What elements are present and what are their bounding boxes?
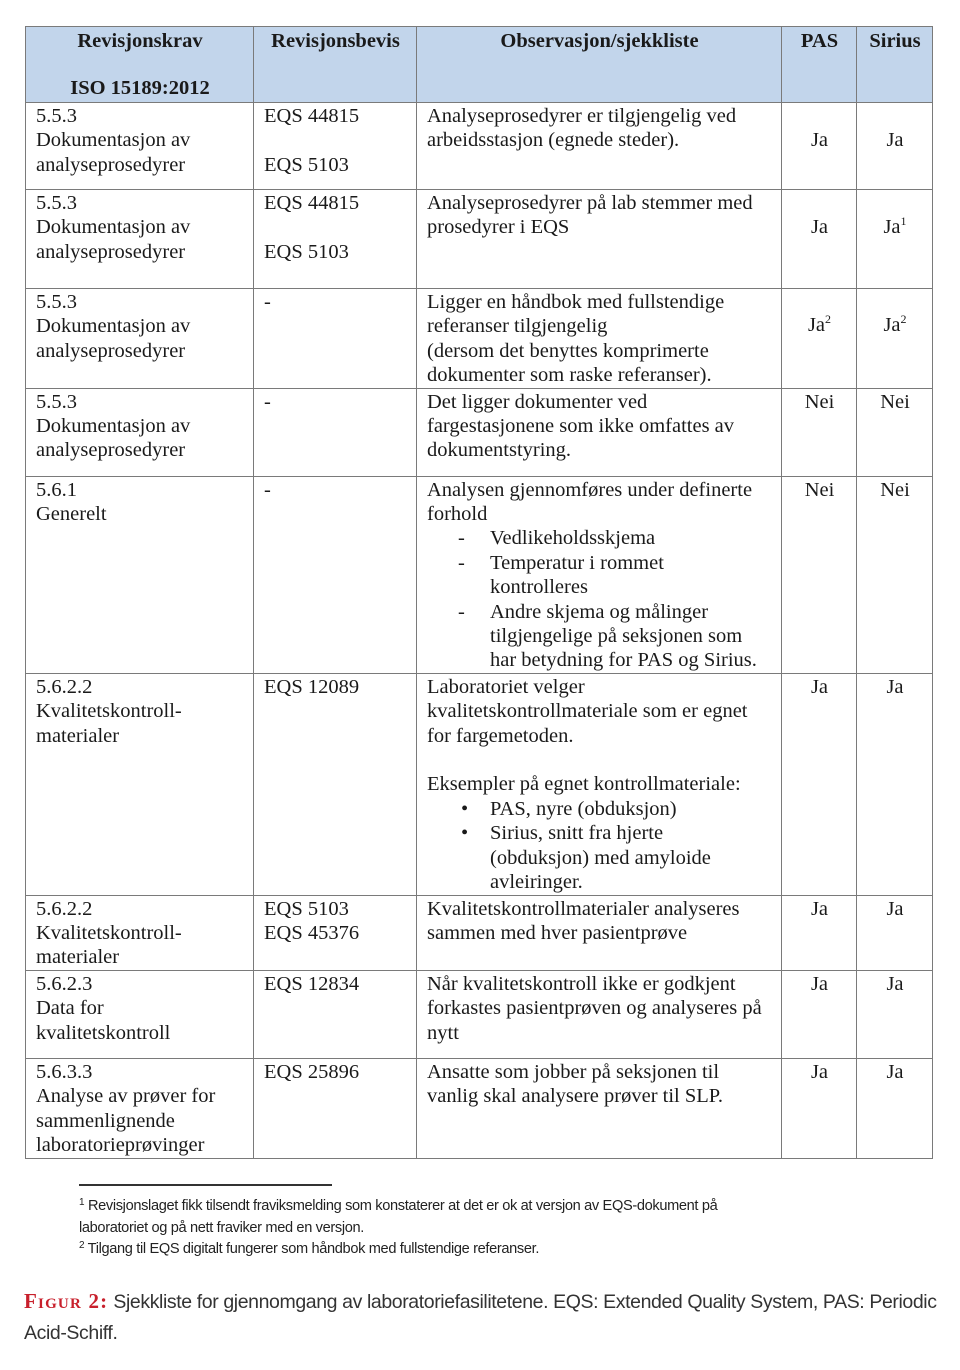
- evidence-doc: -: [264, 478, 271, 501]
- observation-cell: [417, 388, 782, 476]
- table-header-row: [26, 27, 933, 103]
- requirement-cell: [26, 289, 254, 389]
- evidence-cell: [254, 970, 417, 1058]
- result-value: Ja: [886, 675, 904, 698]
- list-item-text: (obduksjon) med amyloide: [490, 846, 711, 869]
- list-item-text: kontrolleres: [490, 576, 588, 599]
- result-value: Ja: [810, 675, 829, 698]
- requirement-code: 5.5.3: [36, 105, 77, 127]
- requirement-title: Dokumentasjon av: [36, 216, 191, 239]
- observation-text: (dersom det benyttes komprimerte: [427, 339, 709, 362]
- observation-text: Analyseprosedyrer på lab stemmer med: [427, 192, 753, 214]
- pas-result-cell: [782, 476, 857, 673]
- observation-cell: [417, 476, 782, 673]
- result-value: Nei: [804, 478, 835, 501]
- result-value: Ja: [810, 1060, 829, 1083]
- requirement-code: 5.6.1: [36, 478, 77, 501]
- requirement-title: Analyse av prøver for: [36, 1085, 216, 1108]
- evidence-doc: -: [264, 291, 271, 313]
- pas-result-cell: [782, 103, 857, 190]
- footnotes: [79, 1196, 859, 1261]
- observation-list-item: [427, 797, 772, 821]
- sirius-result-cell: [857, 289, 933, 389]
- list-item-text: har betydning for PAS og Sirius.: [490, 649, 757, 672]
- list-item-text: • PAS, nyre (obduksjon): [490, 797, 677, 820]
- observation-cell: [417, 103, 782, 190]
- observation-cell: [417, 895, 782, 970]
- observation-cell: [417, 190, 782, 289]
- observation-text: sammen med hver pasientprøve: [427, 921, 688, 944]
- evidence-cell: [254, 673, 417, 895]
- requirement-code: 5.5.3: [36, 192, 77, 214]
- sirius-result-cell: [857, 673, 933, 895]
- sirius-result-cell: [857, 190, 933, 289]
- list-item-text: - Temperatur i rommet: [490, 551, 664, 574]
- requirement-title: Kvalitetskontroll-: [36, 921, 182, 944]
- table-row: [26, 895, 933, 970]
- evidence-doc: -: [264, 390, 271, 413]
- footnote-separator: [79, 1184, 332, 1186]
- table-row: [26, 476, 933, 673]
- evidence-cell: [254, 289, 417, 389]
- result-value: Ja: [886, 129, 904, 151]
- sirius-result-cell: [857, 476, 933, 673]
- sirius-result-cell: [857, 895, 933, 970]
- requirement-title: Dokumentasjon av: [36, 415, 191, 438]
- requirement-code: 5.6.2.3: [36, 972, 93, 995]
- requirement-cell: [26, 190, 254, 289]
- observation-text: vanlig skal analysere prøver til SLP.: [427, 1085, 724, 1108]
- table-row: [26, 673, 933, 895]
- pas-result-cell: [782, 970, 857, 1058]
- observation-text: Det ligger dokumenter ved: [427, 390, 648, 413]
- observation-text: Ansatte som jobber på seksjonen til: [427, 1060, 720, 1083]
- requirement-cell: [26, 970, 254, 1058]
- footnote-text: Revisjonslaget fikk tilsendt fraviksmelding som konstaterer at det er ok at versjon av EQS-dokument på: [87, 1198, 718, 1214]
- evidence-doc: EQS 44815: [264, 105, 360, 127]
- observation-text: Når kvalitetskontroll ikke er godkjent: [427, 972, 736, 995]
- observation-list-item: [427, 526, 772, 550]
- result-value: Ja: [810, 216, 829, 238]
- evidence-cell: [254, 103, 417, 190]
- observation-text: Analyseprosedyrer er tilgjengelig ved: [427, 105, 737, 127]
- sirius-result-cell: [857, 970, 933, 1058]
- observation-list-item: [427, 551, 772, 600]
- pas-result-cell: [782, 388, 857, 476]
- header-standard: ISO 15189:2012: [70, 77, 210, 100]
- pas-result-cell: [782, 190, 857, 289]
- pas-result-cell: [782, 1058, 857, 1158]
- requirement-code: 5.5.3: [36, 390, 77, 413]
- result-value: Ja: [883, 314, 901, 336]
- evidence-cell: [254, 388, 417, 476]
- list-item-text: avleiringer.: [490, 871, 583, 894]
- sirius-result-cell: [857, 388, 933, 476]
- observation-text: referanser tilgjengelig: [427, 315, 608, 338]
- requirement-title: Generelt: [36, 503, 107, 526]
- requirement-title: sammenlignende: [36, 1109, 175, 1132]
- result-value: Ja: [810, 972, 829, 995]
- evidence-cell: [254, 1058, 417, 1158]
- requirement-title: Dokumentasjon av: [36, 315, 191, 338]
- requirement-title: analyseprosedyrer: [36, 339, 186, 362]
- observation-text: nytt: [427, 1021, 459, 1044]
- footnote-marker: 2: [825, 312, 832, 326]
- requirement-cell: [26, 673, 254, 895]
- evidence-doc: EQS 12089: [264, 675, 360, 698]
- header-sirius: Sirius: [857, 27, 933, 103]
- observation-text: fargestasjonene som ikke omfattes av: [427, 415, 735, 438]
- requirement-title: materialer: [36, 724, 120, 747]
- observation-text: for fargemetoden.: [427, 724, 574, 747]
- header-title: Revisjonskrav: [77, 30, 203, 52]
- requirement-title: Dokumentasjon av: [36, 129, 191, 152]
- footnote: [79, 1196, 859, 1239]
- pas-result-cell: [782, 673, 857, 895]
- caption-text: Sjekkliste for gjennomgang av laboratoriefasilitetene. EQS: Extended Quality System, PAS: Periodic Acid-Schiff.: [24, 1291, 937, 1344]
- observation-text: forkastes pasientprøven og analyseres på: [427, 997, 762, 1020]
- evidence-spacer: [264, 128, 407, 152]
- list-item-text: tilgjengelige på seksjonen som: [490, 625, 743, 648]
- pas-result-cell: [782, 289, 857, 389]
- footnote: [79, 1239, 859, 1261]
- observation-text: Ligger en håndbok med fullstendige: [427, 291, 725, 313]
- observation-text: kvalitetskontrollmateriale som er egnet: [427, 700, 748, 723]
- requirement-cell: [26, 476, 254, 673]
- evidence-cell: [254, 895, 417, 970]
- evidence-spacer: [264, 215, 407, 239]
- observation-cell: [417, 1058, 782, 1158]
- requirement-title: analyseprosedyrer: [36, 439, 186, 462]
- evidence-doc: EQS 44815: [264, 192, 360, 214]
- table-row: [26, 190, 933, 289]
- footnote-text: Tilgang til EQS digitalt fungerer som håndbok med fullstendige referanser.: [87, 1241, 540, 1257]
- observation-cell: [417, 289, 782, 389]
- observation-text: arbeidsstasjon (egnede steder).: [427, 129, 680, 152]
- result-value: Ja: [886, 972, 904, 995]
- observation-text: dokumenter som raske referanser).: [427, 364, 712, 387]
- requirement-title: kvalitetskontroll: [36, 1021, 171, 1044]
- requirement-cell: [26, 388, 254, 476]
- observation-text: forhold: [427, 503, 488, 526]
- footnote-number: 2: [79, 1240, 85, 1251]
- result-value: Nei: [804, 390, 835, 413]
- header-pas: PAS: [782, 27, 857, 103]
- requirement-cell: [26, 103, 254, 190]
- table-row: [26, 289, 933, 389]
- result-value: Ja: [886, 1060, 904, 1083]
- requirement-code: 5.5.3: [36, 291, 77, 313]
- footnote-marker: 1: [900, 214, 907, 228]
- footnote-number: 1: [79, 1197, 85, 1208]
- result-value: Nei: [880, 390, 910, 413]
- observation-text: Laboratoriet velger: [427, 675, 585, 698]
- observation-cell: [417, 673, 782, 895]
- evidence-doc: EQS 25896: [264, 1060, 360, 1083]
- observation-intro: Eksempler på egnet kontrollmateriale:: [427, 773, 741, 796]
- observation-text: dokumentstyring.: [427, 439, 572, 462]
- result-value: Ja: [810, 129, 829, 151]
- evidence-doc: EQS 45376: [264, 921, 360, 944]
- result-value: Ja: [883, 216, 901, 238]
- header-revisjonskrav: [26, 27, 254, 103]
- evidence-doc: EQS 5103: [264, 153, 349, 176]
- footnote-text: laboratoriet og på nett fraviker med en versjon.: [79, 1219, 364, 1236]
- table-row: [26, 970, 933, 1058]
- header-observasjon: Observasjon/sjekkliste: [417, 27, 782, 103]
- requirement-code: 5.6.3.3: [36, 1060, 93, 1083]
- checklist-table: [25, 26, 933, 1159]
- result-value: Ja: [886, 897, 904, 920]
- observation-cell: [417, 970, 782, 1058]
- requirement-title: Kvalitetskontroll-: [36, 700, 182, 723]
- figure-label: Figur 2:: [24, 1289, 109, 1313]
- observation-list: [427, 526, 772, 672]
- result-value: Ja: [807, 314, 826, 336]
- list-item-text: • Sirius, snitt fra hjerte: [490, 822, 664, 845]
- evidence-cell: [254, 190, 417, 289]
- result-value: Nei: [880, 478, 910, 501]
- requirement-code: 5.6.2.2: [36, 675, 93, 698]
- observation-spacer: [427, 748, 772, 772]
- sirius-result-cell: [857, 103, 933, 190]
- list-item-text: - Andre skjema og målinger: [490, 600, 709, 623]
- observation-list-item: [427, 821, 772, 894]
- table-row: [26, 388, 933, 476]
- requirement-title: analyseprosedyrer: [36, 240, 186, 263]
- observation-list: [427, 797, 772, 895]
- observation-text: prosedyrer i EQS: [427, 216, 570, 239]
- evidence-doc: EQS 5103: [264, 240, 349, 263]
- observation-text: Kvalitetskontrollmaterialer analyseres: [427, 897, 740, 920]
- requirement-title: Data for: [36, 997, 104, 1020]
- requirement-title: analyseprosedyrer: [36, 153, 186, 176]
- requirement-cell: [26, 895, 254, 970]
- figure-caption: [24, 1286, 944, 1349]
- result-value: Ja: [810, 897, 829, 920]
- footnote-marker: 2: [900, 312, 907, 326]
- sirius-result-cell: [857, 1058, 933, 1158]
- header-revisjonsbevis: Revisjonsbevis: [254, 27, 417, 103]
- table-row: [26, 1058, 933, 1158]
- requirement-title: laboratorieprøvinger: [36, 1133, 205, 1156]
- observation-text: Analysen gjennomføres under definerte: [427, 478, 753, 501]
- evidence-cell: [254, 476, 417, 673]
- requirement-title: materialer: [36, 946, 120, 969]
- requirement-code: 5.6.2.2: [36, 897, 93, 920]
- table-row: [26, 103, 933, 190]
- list-item-text: - Vedlikeholdsskjema: [490, 527, 656, 550]
- evidence-doc: EQS 12834: [264, 972, 360, 995]
- requirement-cell: [26, 1058, 254, 1158]
- pas-result-cell: [782, 895, 857, 970]
- observation-list-item: [427, 600, 772, 673]
- evidence-doc: EQS 5103: [264, 897, 349, 920]
